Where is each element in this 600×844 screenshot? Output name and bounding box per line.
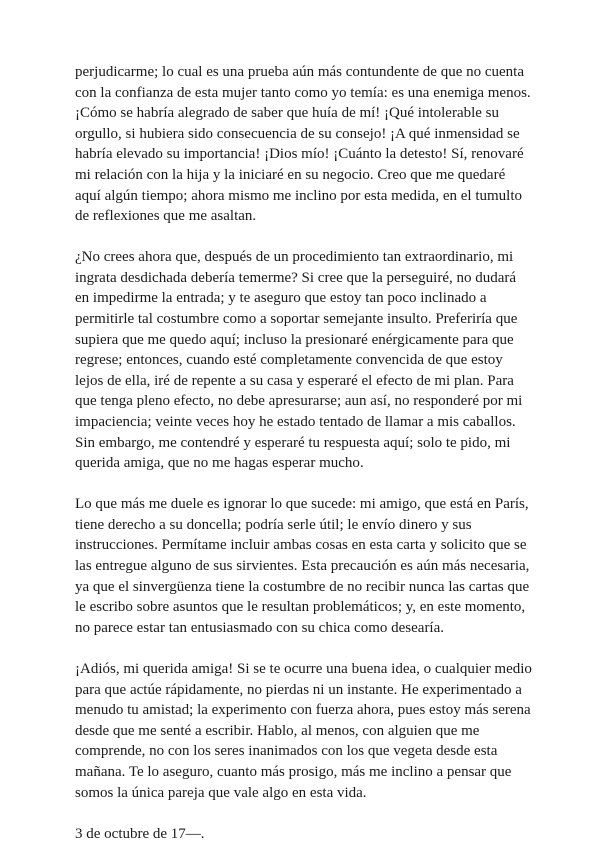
text-line: tiene derecho a su doncella; podría serle útil; le envío dinero y sus [75,516,472,533]
text-line: supiera que me quedo aquí; incluso la presionaré enérgicamente para que [75,331,514,348]
text-line: en impedirme la entrada; y te aseguro que estoy tan poco inclinado a [75,290,487,307]
text-line: desde que me senté a escribir. Hablo, al menos, con alguien que me [75,722,480,739]
text-line: menudo tu amistad; la experimento con fuerza ahora, pues estoy más serena [75,702,531,719]
text-line: las entregue alguno de sus sirvientes. Esta precaución es aún más necesaria, [75,558,530,575]
text-line: permitirle tal costumbre como a soportar semejante insulto. Preferiría que [75,311,518,328]
text-line: querida amiga, que no me hagas esperar mucho. [75,455,364,472]
text-line: ingrata desdichada debería temerme? Si cree que la perseguiré, no dudará [75,269,517,286]
text-line: habría elevado su importancia! ¡Dios mío! ¡Cuánto la detesto! Sí, renovaré [75,146,524,163]
text-line: lejos de ella, iré de repente a su casa y esperaré el efecto de mi plan. Para [75,372,514,389]
text-line: impaciencia; veinte veces hoy he estado tentado de llamar a mis caballos. [75,414,516,430]
text-line: perjudicarme; lo cual es una prueba aún más contundente de que no cuenta [75,64,524,80]
text-line: somos la única pareja que vale algo en esta vida. [75,784,367,801]
text-line: mañana. Te lo aseguro, cuanto más prosigo, más me inclino a pensar que [75,763,512,780]
paragraph-2 [75,247,530,474]
text-line: regrese; entonces, cuando esté completamente convencida de que estoy [75,352,503,369]
letter-page [75,62,530,844]
letter-dateline: 3 de octubre de 17—. [75,825,205,842]
text-line: ¿No crees ahora que, después de un procedimiento tan extraordinario, mi [75,249,514,266]
text-line: Sin embargo, me contendré y esperaré tu respuesta aquí; solo te pido, mi [75,434,511,451]
text-line: no parece estar tan entusiasmado con su chica como desearía. [75,619,445,636]
paragraph-1 [75,62,530,227]
text-line: ¡Adiós, mi querida amiga! Si se te ocurre una buena idea, o cualquier medio [75,660,532,677]
text-line: de reflexiones que me asaltan. [75,208,257,225]
paragraph-3 [75,494,530,638]
text-line: aquí algún tiempo; ahora mismo me inclino por esta medida, en el tumulto [75,187,522,204]
text-line: con la confianza de esta mujer tanto como yo temía: es una enemiga menos. [75,84,531,101]
text-line: comprende, no con los seres inanimados con los que vegeta desde esta [75,743,498,760]
text-line: mi relación con la hija y la iniciaré en su negocio. Creo que me quedaré [75,166,506,183]
text-line: ya que el sinvergüenza tiene la costumbre de no recibir nunca las cartas que [75,578,530,595]
text-line: orgullo, si hubiera sido consecuencia de su consejo! ¡A qué inmensidad se [75,125,520,142]
text-line: le escribo sobre asuntos que le resultan problemáticos; y, en este momento, [75,599,526,616]
text-line: Lo que más me duele es ignorar lo que sucede: mi amigo, que está en París, [75,496,529,513]
text-line: para que actúe rápidamente, no pierdas ni un instante. He experimentado a [75,681,522,698]
text-line: instrucciones. Permítame incluir ambas cosas en esta carta y solicito que se [75,537,527,554]
text-line: que tenga pleno efecto, no debe apresurarse; aun así, no responderé por mi [75,393,523,410]
text-line: ¡Cómo se habría alegrado de saber que huía de mí! ¡Qué intolerable su [75,105,500,122]
paragraph-4 [75,659,530,803]
